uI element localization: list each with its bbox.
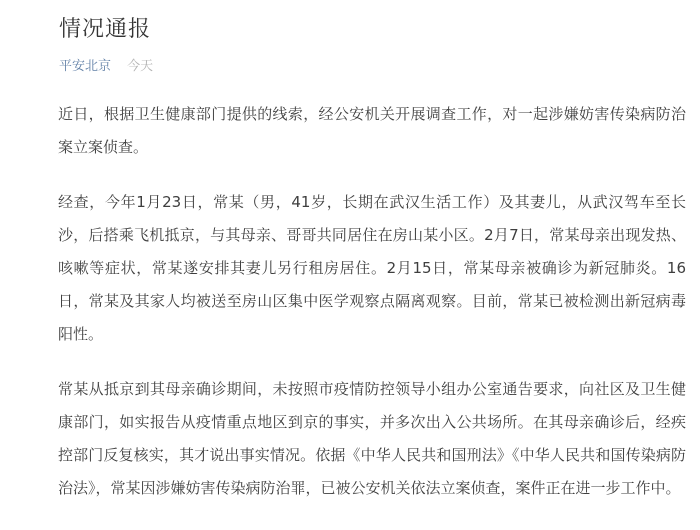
article-meta <box>59 55 153 74</box>
publish-time: 今天 <box>127 59 154 74</box>
paragraph-1: 近日，根据卫生健康部门提供的线索，经公安机关开展调查工作，对一起涉嫌妨害传染病防治案立案侦查。 <box>58 105 686 156</box>
article-title: 情况通报 <box>59 17 152 42</box>
paragraph-3: 常某从抵京到其母亲确诊期间，未按照市疫情防控领导小组办公室通告要求，向社区及卫生健康部门，如实报告从疫情重点地区到京的事实，并多次出入公共场所。在其母亲确诊后，经疾控部门反复核实，其才说出事实情况。依据《中华人民共和国刑法》《中华人民共和国传染病防治法》，常某因涉嫌妨害传染病防治罪，已被公安机关依法立案侦查，案件正在进一步工作中。 <box>58 380 686 497</box>
article-body <box>58 98 686 527</box>
paragraph-2: 经查，今年1月23日，常某（男，41岁，长期在武汉生活工作）及其妻儿，从武汉驾车至长沙，后搭乘飞机抵京，与其母亲、哥哥共同居住在房山某小区。2月7日，常某母亲出现发热、咳嗽等症状，常某遂安排其妻儿另行租房居住。2月15日，常某母亲被确诊为新冠肺炎。16日，常某及其家人均被送至房山区集中医学观察点隔离观察。目前，常某已被检测出新冠病毒阳性。 <box>58 193 686 343</box>
source-link[interactable]: 平安北京 <box>59 59 112 74</box>
